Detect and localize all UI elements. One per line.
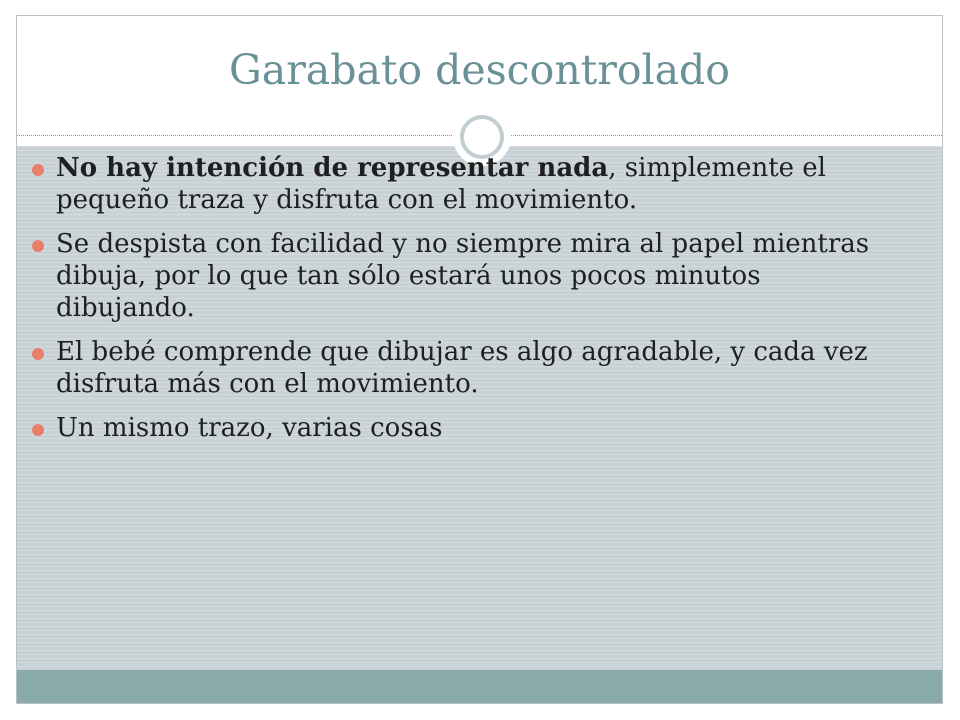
bullet-text: El bebé comprende que dibujar es algo agradable, y cada vez disfruta más con el movimiento. <box>56 337 868 399</box>
bullet-item <box>30 152 890 216</box>
bullet-dot-icon <box>32 164 44 176</box>
bullet-item <box>30 336 890 400</box>
footer-bar <box>17 670 942 703</box>
bullet-text: , simplemente el pequeño traza y disfruta con el movimiento. <box>56 153 826 215</box>
bullet-dot-icon <box>32 424 44 436</box>
bullet-list <box>30 152 890 456</box>
bullet-dot-icon <box>32 348 44 360</box>
slide-title: Garabato descontrolado <box>229 46 730 94</box>
bullet-item <box>30 412 890 444</box>
bullet-text: Se despista con facilidad y no siempre mira al papel mientras dibuja, por lo que tan sólo estará unos pocos minutos dibujando. <box>56 229 870 323</box>
bullet-item <box>30 228 890 324</box>
bullet-dot-icon <box>32 240 44 252</box>
bullet-bold-text: No hay intención de representar nada <box>56 153 609 183</box>
bullet-text: Un mismo trazo, varias cosas <box>56 413 443 443</box>
